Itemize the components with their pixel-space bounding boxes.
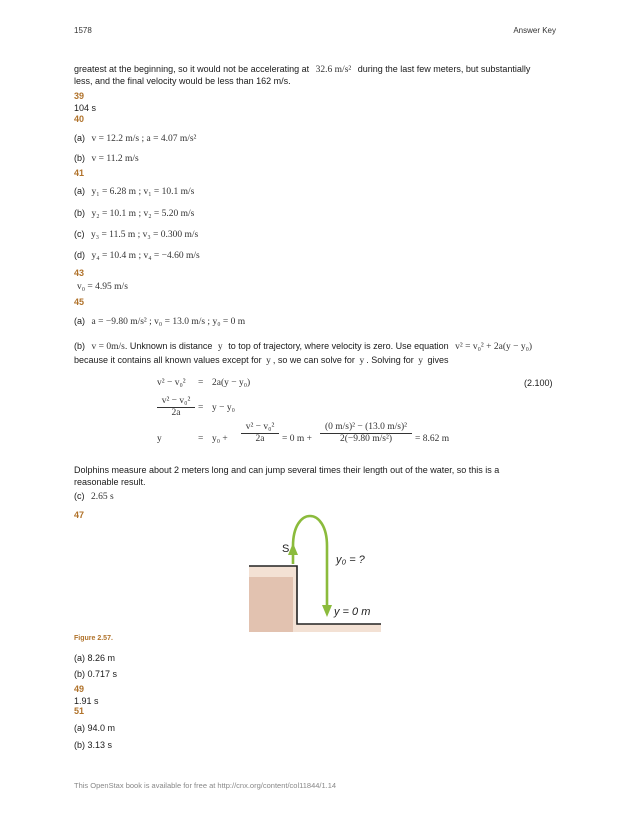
answer-51a: (a) 94.0 m	[74, 723, 116, 733]
math-45c: 2.65 s	[91, 492, 114, 502]
eq1-equals: =	[198, 378, 204, 388]
text-45b-6: gives	[427, 355, 449, 365]
math-40a: v = 12.2 m/s ; a = 4.07 m/s²	[91, 134, 197, 144]
math-41a: y₁ = 6.28 m ; v₁ = 10.1 m/s	[91, 187, 195, 197]
problem-number-45: 45	[74, 297, 85, 307]
math-45b-y: y	[217, 342, 223, 352]
eq2-equals: =	[198, 403, 204, 413]
problem-number-43: 43	[74, 268, 85, 278]
problem-number-49: 49	[74, 684, 85, 694]
answer-45c	[74, 490, 114, 503]
label-s: S	[282, 543, 290, 555]
answer-45b-line1	[74, 340, 532, 353]
equation-number: (2.100)	[524, 378, 553, 388]
text-45b-2: to top of trajectory, where velocity is zero. Use equation	[228, 341, 449, 351]
eq3-result: = 8.62 m	[415, 434, 450, 444]
answer-51b: (b) 3.13 s	[74, 740, 113, 750]
label-45a: (a)	[74, 316, 85, 326]
problem-number-51: 51	[74, 706, 85, 716]
dolphin-line-2: reasonable result.	[74, 477, 146, 487]
eq2-numerator: v² − v₀²	[157, 396, 195, 408]
intro-text-b: during the last few meters, but substantially	[357, 64, 531, 74]
section-title: Answer Key	[513, 26, 556, 35]
eq3-fraction-2	[320, 422, 412, 444]
label-45b: (b)	[74, 341, 85, 351]
intro-math: 32.6 m/s²	[315, 65, 352, 75]
intro-text-a: greatest at the beginning, so it would not be accelerating at	[74, 64, 310, 74]
math-41c: y₃ = 11.5 m ; v₃ = 0.300 m/s	[91, 230, 199, 240]
math-40b: v = 11.2 m/s	[91, 154, 139, 164]
eq3-f1-denominator: 2a	[255, 434, 265, 444]
eq1-rhs: 2a(y − y₀)	[212, 378, 251, 388]
eq3-f2-numerator: (0 m/s)² − (13.0 m/s)²	[320, 422, 412, 434]
wall-inner-fill	[249, 577, 293, 632]
math-45b-v: v = 0m/s	[91, 342, 125, 352]
math-45b-y3: y	[359, 356, 365, 366]
label-41b: (b)	[74, 208, 85, 218]
answer-40a	[74, 132, 196, 145]
answer-45a	[74, 315, 245, 328]
problem-number-41: 41	[74, 168, 85, 178]
label-41c: (c)	[74, 229, 85, 239]
answer-47b: (b) 0.717 s	[74, 669, 118, 679]
eq3-equals: =	[198, 434, 204, 444]
dolphin-line-1: Dolphins measure about 2 meters long and can jump several times their length out of the water, so this is a	[74, 465, 500, 475]
answer-40b	[74, 152, 139, 165]
label-41d: (d)	[74, 250, 85, 260]
answer-41a	[74, 185, 194, 198]
answer-41d	[74, 249, 200, 262]
answer-45b-line2	[74, 354, 449, 367]
text-45b-4: , so we can solve for	[272, 355, 355, 365]
text-45b-5: . Solving for	[366, 355, 414, 365]
eq3-fraction-1	[241, 422, 279, 444]
eq3-y0: y₀ +	[212, 434, 228, 444]
label-41a: (a)	[74, 186, 85, 196]
intro-line-2: less, and the final velocity would be less than 162 m/s.	[74, 76, 291, 86]
answer-39: 104 s	[74, 103, 97, 113]
eq2-fraction	[157, 396, 195, 418]
label-y: y = 0 m	[334, 606, 371, 618]
ground-fill	[297, 624, 381, 632]
trajectory-arrow	[293, 516, 327, 610]
math-45b-y4: y	[418, 356, 423, 366]
answer-41b	[74, 207, 194, 220]
label-40b: (b)	[74, 153, 85, 163]
math-41d: y₄ = 10.4 m ; v₄ = −4.60 m/s	[91, 251, 200, 261]
label-40a: (a)	[74, 133, 85, 143]
math-45b-y2: y	[266, 356, 271, 366]
problem-number-47: 47	[74, 510, 85, 520]
up-arrowhead-icon	[288, 543, 298, 555]
problem-number-40: 40	[74, 114, 85, 124]
text-45b-3: because it contains all known values except for	[74, 355, 262, 365]
eq2-rhs: y − y₀	[212, 403, 235, 413]
footer-note: This OpenStax book is available for free at http://cnx.org/content/col11844/1.14	[74, 781, 337, 790]
answer-47a: (a) 8.26 m	[74, 653, 116, 663]
eq3-f1-numerator: v² − v₀²	[241, 422, 279, 434]
eq2-denominator: 2a	[171, 408, 181, 418]
eq3-lhs: y	[157, 434, 162, 444]
page-number: 1578	[74, 26, 92, 35]
figure-2-57	[248, 512, 383, 634]
math-45b-equation: v² = v₀² + 2a(y − y₀)	[455, 342, 533, 352]
answer-43: v₀ = 4.95 m/s	[77, 282, 128, 292]
text-45b-1: . Unknown is distance	[124, 341, 213, 351]
figure-caption: Figure 2.57.	[74, 635, 113, 642]
math-45a: a = −9.80 m/s² ; v₀ = 13.0 m/s ; y₀ = 0 m	[91, 317, 246, 327]
label-45c: (c)	[74, 491, 85, 501]
down-arrowhead-icon	[322, 605, 332, 617]
answer-49: 1.91 s	[74, 696, 99, 706]
label-y0: y₀ = ?	[336, 554, 365, 566]
eq1-lhs: v² − v₀²	[157, 378, 186, 388]
problem-number-39: 39	[74, 91, 85, 101]
eq3-zero: = 0 m +	[282, 434, 312, 444]
answer-41c	[74, 228, 198, 241]
math-41b: y₂ = 10.1 m ; v₂ = 5.20 m/s	[91, 209, 195, 219]
eq3-f2-denominator: 2(−9.80 m/s²)	[339, 434, 392, 444]
